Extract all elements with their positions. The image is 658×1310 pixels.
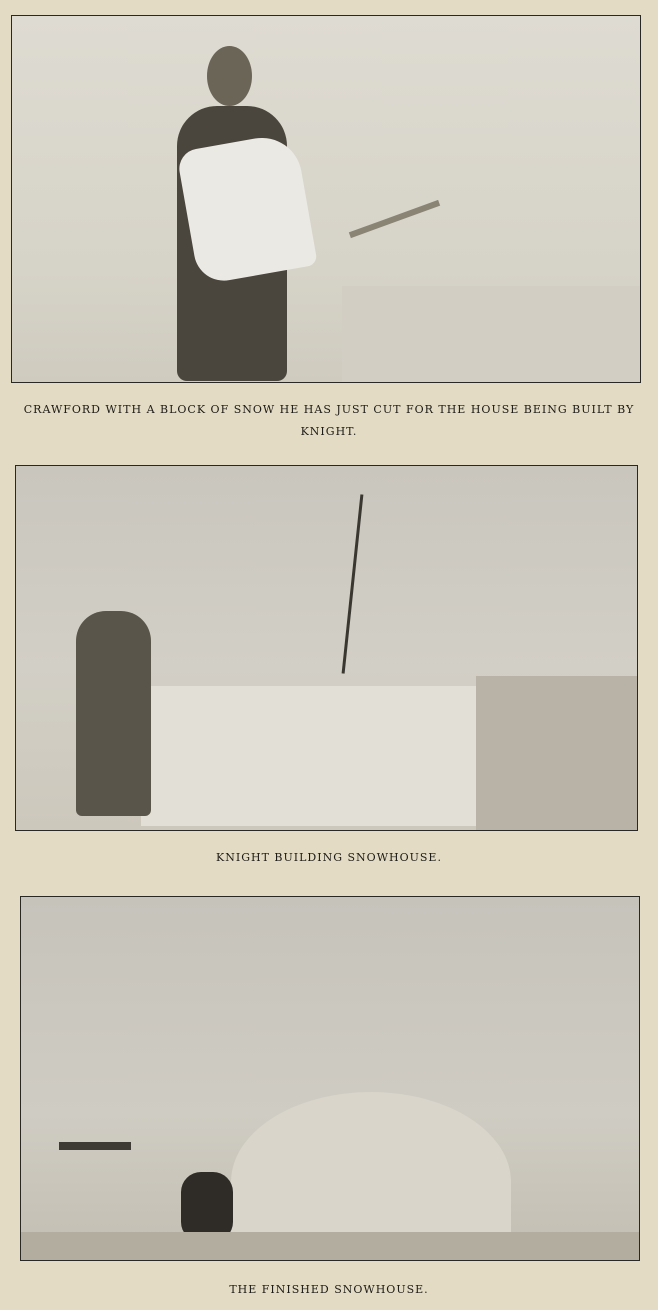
ground-debris <box>476 676 637 830</box>
pole <box>342 494 364 673</box>
snow-block <box>176 132 318 286</box>
snowhouse-wall <box>141 686 486 826</box>
head <box>207 46 252 106</box>
caption-3: THE FINISHED SNOWHOUSE. <box>229 1283 429 1296</box>
photo-finished-snowhouse <box>20 896 640 1261</box>
sledge <box>59 1142 131 1150</box>
photo-knight-building <box>15 465 638 831</box>
snow-wall <box>342 286 640 382</box>
person-knight <box>76 611 151 816</box>
caption-2: KNIGHT BUILDING SNOWHOUSE. <box>216 851 442 864</box>
ground <box>21 1232 639 1260</box>
snow-knife <box>349 200 440 238</box>
caption-1: CRAWFORD WITH A BLOCK OF SNOW HE HAS JUST CUT FOR THE HOUSE BEING BUILT BY KNIGHT. <box>23 403 635 438</box>
photo-crawford-snow-block <box>11 15 641 383</box>
